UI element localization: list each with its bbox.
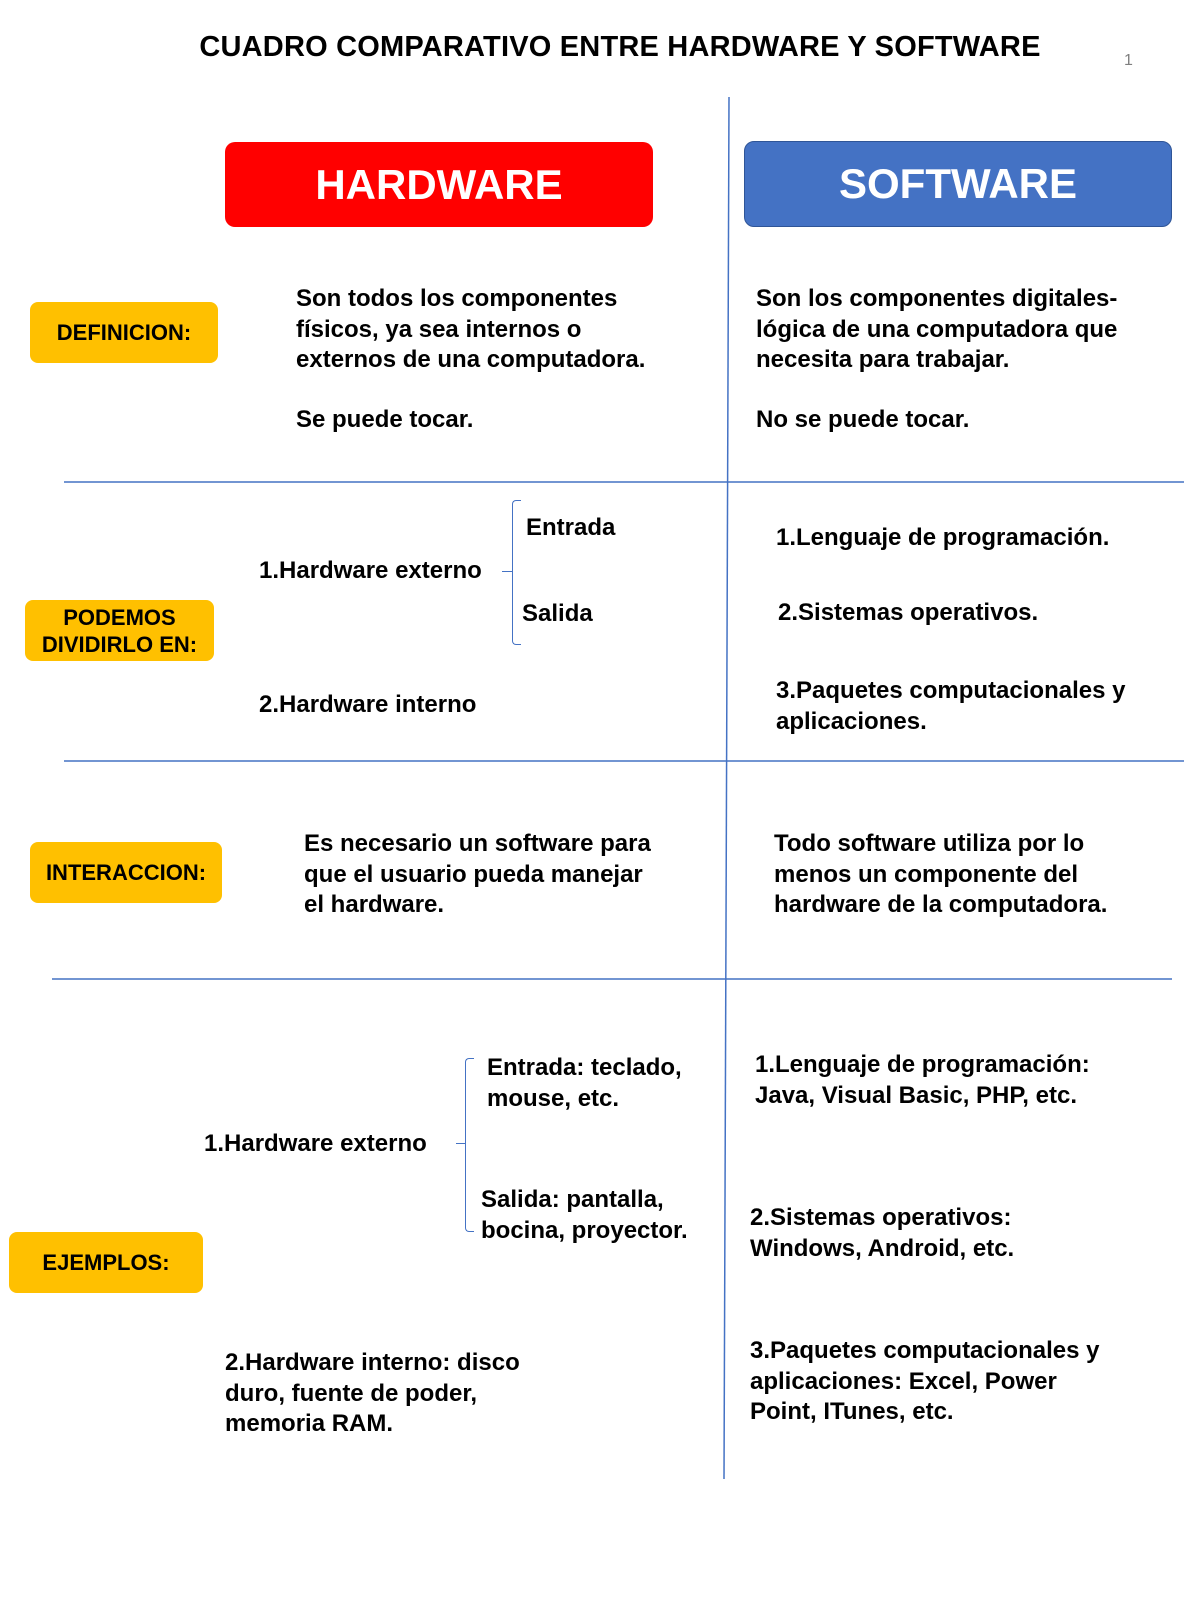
dividir-hw-output: Salida: [522, 600, 593, 627]
dividir-hw-internal: 2.Hardware interno: [259, 691, 477, 718]
software-header: [744, 141, 1172, 227]
dividir-label: [25, 600, 214, 661]
vertical-divider: [724, 97, 729, 1479]
page-title: CUADRO COMPARATIVO ENTRE HARDWARE Y SOFTWARE: [199, 31, 1041, 63]
hardware-header-label: HARDWARE: [315, 160, 563, 208]
dividir-sw-item-1: 1.Lenguaje de programación.: [776, 524, 1110, 551]
hardware-header: [225, 142, 653, 227]
definicion-software-text: Son los componentes digitales- lógica de una computadora que necesita para trabajar.: [756, 285, 1118, 373]
ejemplos-hw-internal: 2.Hardware interno: disco duro, fuente de poder, memoria RAM.: [225, 1349, 520, 1437]
definicion-hardware-text: Son todos los componentes físicos, ya sea internos o externos de una computadora.: [296, 285, 646, 373]
interaccion-software-text: Todo software utiliza por lo menos un componente del hardware de la computadora.: [774, 830, 1108, 918]
definicion-label: [30, 302, 218, 363]
dividir-hw-input: Entrada: [526, 514, 616, 541]
dividir-brace-tick: [502, 571, 512, 572]
dividir-sw-item-2: 2.Sistemas operativos.: [778, 599, 1039, 626]
ejemplos-hw-output: Salida: pantalla, bocina, proyector.: [481, 1186, 688, 1244]
dividir-brace: [512, 500, 521, 645]
dividir-sw-item-3: 3.Paquetes computacionales y aplicaciones.: [776, 677, 1126, 735]
ejemplos-brace-tick: [456, 1143, 465, 1144]
dividir-hw-external: 1.Hardware externo: [259, 557, 482, 584]
definicion-software-note: No se puede tocar.: [756, 406, 970, 433]
ejemplos-hw-external: 1.Hardware externo: [204, 1130, 427, 1157]
interaccion-hardware-text: Es necesario un software para que el usuario pueda manejar el hardware.: [304, 830, 651, 918]
ejemplos-brace: [465, 1058, 474, 1232]
dividir-label-text: PODEMOS DIVIDIRLO EN:: [41, 604, 198, 657]
definicion-label-text: DEFINICION:: [56, 320, 192, 345]
ejemplos-label: [9, 1232, 203, 1293]
page-number: 1: [1124, 52, 1133, 69]
definicion-hardware-note: Se puede tocar.: [296, 406, 474, 433]
ejemplos-sw-item-1: 1.Lenguaje de programación: Java, Visual Basic, PHP, etc.: [755, 1051, 1090, 1109]
ejemplos-sw-item-2: 2.Sistemas operativos: Windows, Android, etc.: [750, 1204, 1015, 1262]
interaccion-label: [30, 842, 222, 903]
ejemplos-sw-item-3: 3.Paquetes computacionales y aplicaciones: Excel, Power Point, ITunes, etc.: [750, 1337, 1100, 1425]
software-header-label: SOFTWARE: [839, 160, 1077, 207]
interaccion-label-text: INTERACCION:: [45, 860, 207, 885]
ejemplos-hw-input: Entrada: teclado, mouse, etc.: [487, 1054, 682, 1112]
ejemplos-label-text: EJEMPLOS:: [42, 1250, 170, 1275]
